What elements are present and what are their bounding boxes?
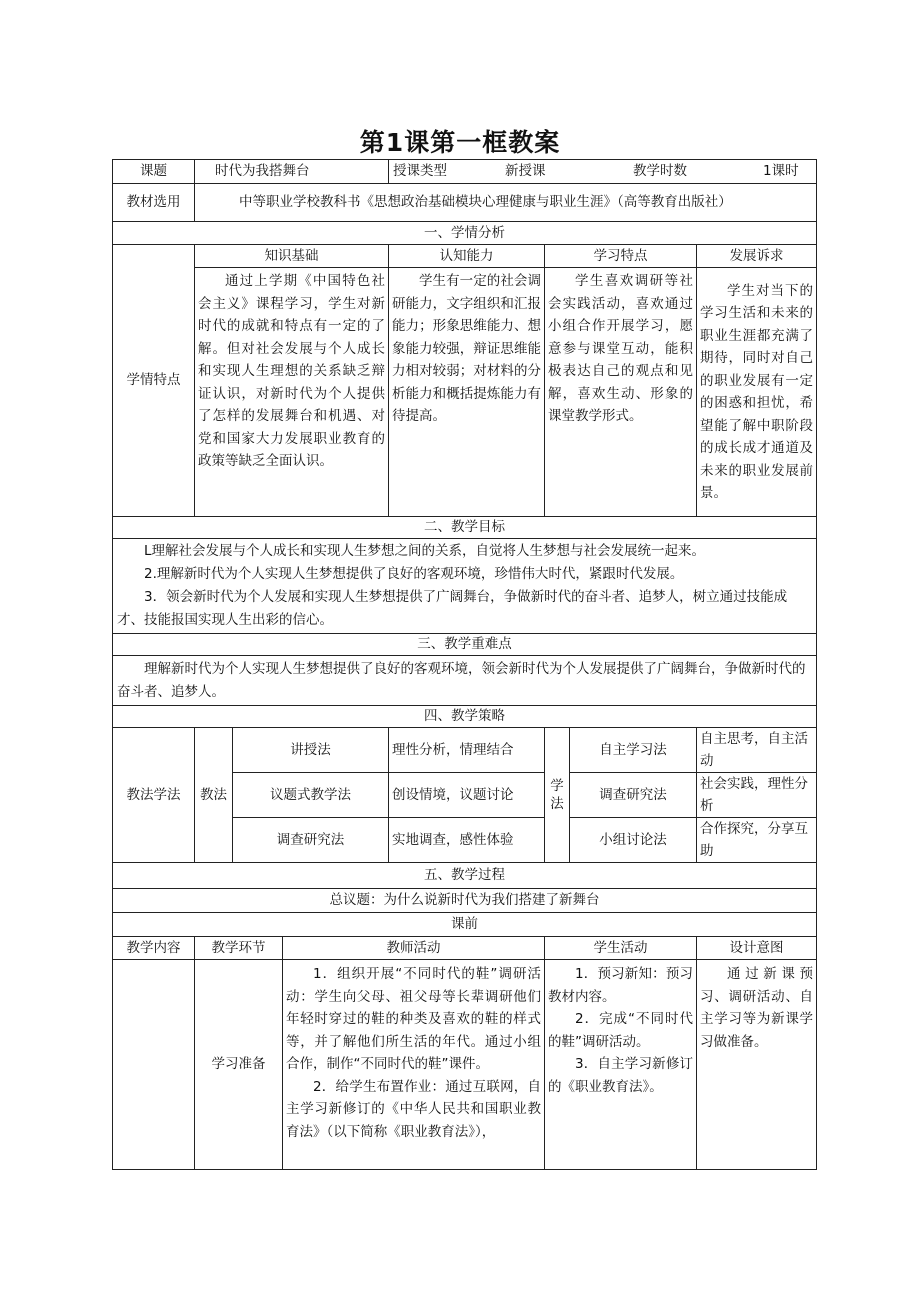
process-header-row [113,937,817,960]
topic-value: 时代为我搭舞台 [215,163,310,179]
student-activity-3: 3．自主学习新修订的《职业教育法》。 [548,1056,693,1095]
section1-title: 一、学情分析 [113,222,817,245]
teach-method-desc: 理性分析，情理结合 [389,728,545,773]
lesson-plan-table [112,159,817,1170]
teach-method-name: 议题式教学法 [233,773,389,818]
hours-value: 1课时 [763,163,799,179]
process-row [113,960,817,1170]
development-text: 学生对当下的学习生活和未来的职业生涯都充满了期待，同时对自己的职业发展有一定的困惑和担忧，希望能了解中职阶段的成长成才通道及未来的职业发展前景。 [697,268,817,517]
learn-method-desc: 自主思考，自主活动 [697,728,817,773]
textbook-value: 中等职业学校教科书《思想政治基础模块心理健康与职业生涯》（高等教育出版社） [195,184,817,222]
teach-method-desc: 实地调查，感性体验 [389,818,545,863]
col-student: 学生活动 [545,937,697,960]
type-label: 授课类型 [393,163,447,179]
section4-title: 四、教学策略 [113,706,817,728]
page-title: 第1课第一框教案 [359,128,561,157]
learn-label: 学法 [545,728,570,863]
learn-method-name: 小组讨论法 [570,818,697,863]
teacher-activity [283,960,545,1170]
objective-1: L理解社会发展与个人成长和实现人生梦想之间的关系，自觉将人生梦想与社会发展统一起来。 [144,543,706,559]
teach-method-desc: 创设情境，议题讨论 [389,773,545,818]
student-activity [545,960,697,1170]
section5-title: 五、教学过程 [113,863,817,889]
topic-label: 课题 [113,160,195,184]
learn-method-desc: 社会实践，理性分析 [697,773,817,818]
learn-method-name: 自主学习法 [570,728,697,773]
objectives [113,539,817,634]
col-learning: 学习特点 [545,245,697,268]
analysis-content-row [113,268,817,517]
col-intent: 设计意图 [697,937,817,960]
student-activity-1: 1．预习新知：预习教材内容。 [548,966,693,1005]
hours-label: 教学时数 [633,163,687,179]
strategy-row-1 [113,728,817,773]
col-development: 发展诉求 [697,245,817,268]
section3-title: 三、教学重难点 [113,634,817,656]
col-content: 教学内容 [113,937,195,960]
col-step: 教学环节 [195,937,283,960]
textbook-row [113,184,817,222]
teacher-activity-1: 1．组织开展“不同时代的鞋”调研活动：学生向父母、祖父母等长辈调研他们年轻时穿过的鞋的种类及喜欢的鞋的样式等，并了解他们所生活的年代。通过小组合作，制作“不同时代的鞋”课件。 [286,966,541,1072]
textbook-label: 教材选用 [113,184,195,222]
col-knowledge: 知识基础 [195,245,389,268]
teach-method-name: 讲授法 [233,728,389,773]
learning-text: 学生喜欢调研等社会实践活动，喜欢通过小组合作开展学习，愿意参与课堂互动，能积极表达自己的观点和见解，喜欢生动、形象的课堂教学形式。 [545,268,697,517]
process-content [113,960,195,1170]
teach-method-name: 调查研究法 [233,818,389,863]
phase-title: 课前 [113,913,817,937]
cognition-text: 学生有一定的社会调研能力，文字组织和汇报能力；形象思维能力、想象能力较强，辩证思维能力相对较弱；对材料的分析能力和概括提炼能力有待提高。 [389,268,545,517]
objective-2: 2.理解新时代为个人实现人生梦想提供了良好的客观环境，珍惜伟大时代，紧跟时代发展。 [144,566,684,582]
teacher-activity-2: 2．给学生布置作业：通过互联网，自主学习新修订的《中华人民共和国职业教育法》（以下简称《职业教育法》）， [286,1078,541,1140]
teach-label: 教法 [195,728,233,863]
student-activity-2: 2．完成“不同时代的鞋”调研活动。 [548,1011,693,1050]
col-teacher: 教师活动 [283,937,545,960]
knowledge-text: 通过上学期《中国特色社会主义》课程学习，学生对新时代的成就和特点有一定的了解。但对社会发展与个人成长和实现人生理想的关系缺乏辩证认识，对新时代为个人提供了怎样的发展舞台和机遇、对党和国家大力发展职业教育的政策等缺乏全面认识。 [195,268,389,517]
section2-title: 二、教学目标 [113,517,817,539]
objective-3: 3．领会新时代为个人发展和实现人生梦想提供了广阔舞台，争做新时代的奋斗者、追梦人，树立通过技能成才、技能报国实现人生出彩的信心。 [117,589,788,628]
analysis-header-row [113,245,817,268]
strategy-label: 教法学法 [113,728,195,863]
process-step: 学习准备 [195,960,283,1170]
key-points-text: 理解新时代为个人实现人生梦想提供了良好的客观环境，领会新时代为个人发展提供了广阔舞台，争做新时代的奋斗者、追梦人。 [117,660,806,700]
type-value: 新授课 [505,163,546,179]
header-row [113,160,817,184]
overall-topic: 总议题：为什么说新时代为我们搭建了新舞台 [113,889,817,913]
col-cognition: 认知能力 [389,245,545,268]
design-intent: 通过新课预习、调研活动、自主学习等为新课学习做准备。 [697,960,817,1170]
learn-method-desc: 合作探究，分享互助 [697,818,817,863]
learn-method-name: 调查研究法 [570,773,697,818]
analysis-label: 学情特点 [113,245,195,517]
